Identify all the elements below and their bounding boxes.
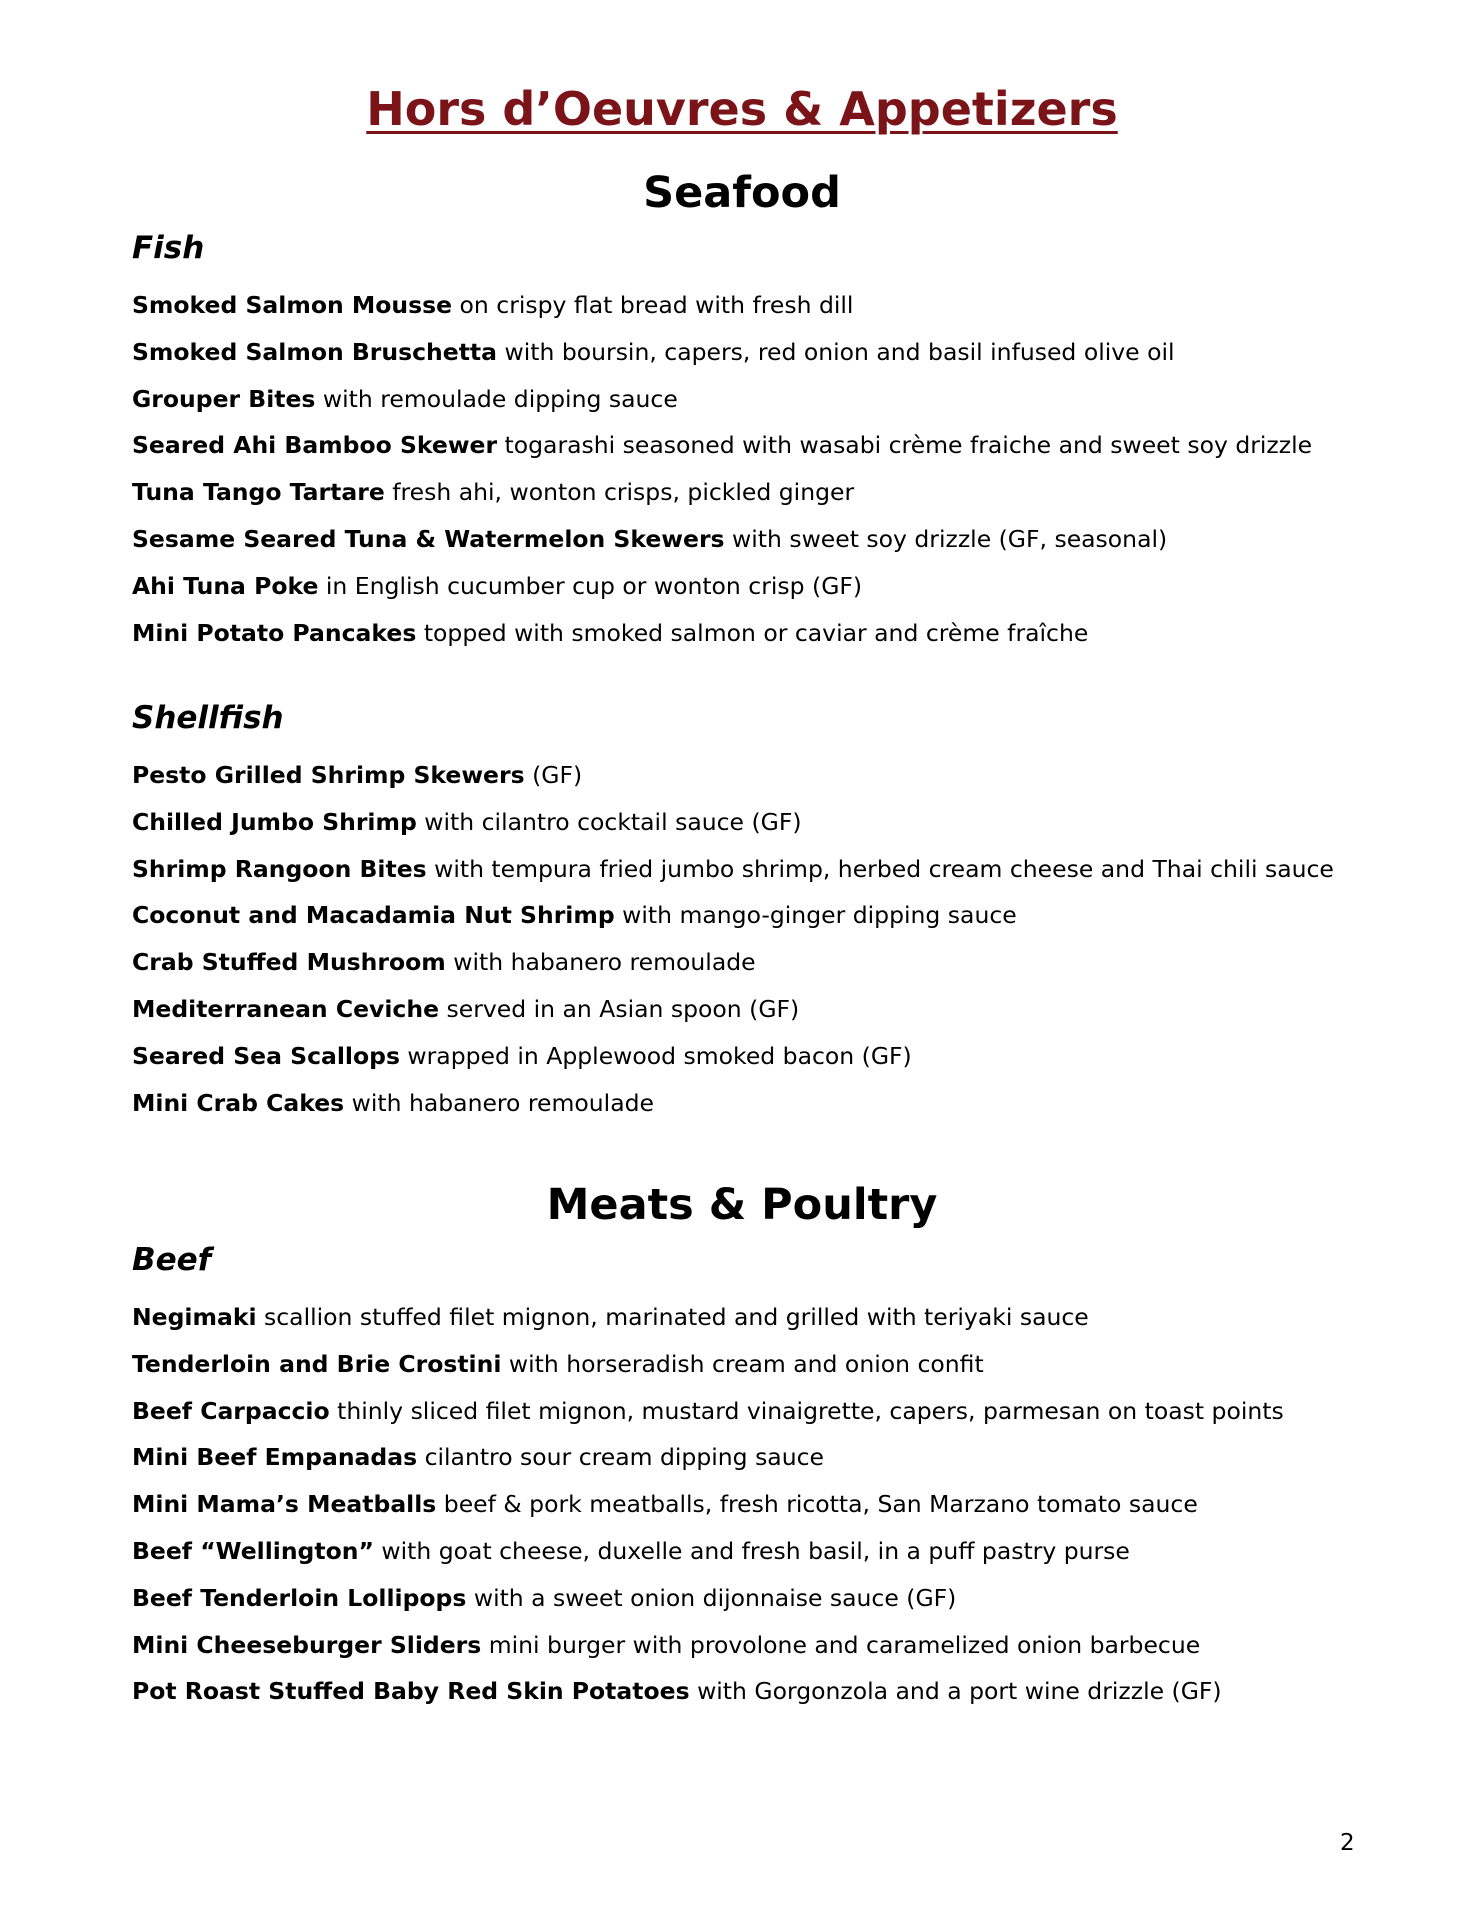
item-description: in English cucumber cup or wonton crisp (GF)	[325, 571, 863, 600]
list-item	[132, 1481, 1392, 1528]
shellfish-item-list	[132, 752, 1392, 1126]
list-item	[132, 1528, 1392, 1575]
item-name: Seared Ahi Bamboo Skewer	[132, 431, 498, 460]
item-name: Tuna Tango Tartare	[132, 478, 385, 507]
list-item	[132, 939, 1392, 986]
item-name: Beef Tenderloin Lollipops	[132, 1583, 467, 1612]
item-description: with goat cheese, duxelle and fresh basil, in a puff pastry purse	[381, 1536, 1130, 1565]
section-heading-seafood: Seafood	[643, 168, 841, 218]
item-name: Ahi Tuna Poke	[132, 571, 319, 600]
item-name: Sesame Seared Tuna & Watermelon Skewers	[132, 524, 725, 553]
item-description: beef & pork meatballs, fresh ricotta, San Marzano tomato sauce	[443, 1490, 1198, 1519]
item-name: Shrimp Rangoon Bites	[132, 854, 427, 883]
list-item	[132, 892, 1392, 939]
item-description: (GF)	[532, 761, 583, 789]
item-description: thinly sliced filet mignon, mustard vinaigrette, capers, parmesan on toast points	[337, 1396, 1284, 1425]
item-name: Coconut and Macadamia Nut Shrimp	[132, 901, 615, 930]
list-item	[132, 752, 1392, 799]
list-item	[132, 1294, 1392, 1341]
item-description: wrapped in Applewood smoked bacon (GF)	[407, 1041, 912, 1070]
item-name: Mini Beef Empanadas	[132, 1443, 418, 1472]
fish-item-list	[132, 282, 1392, 656]
item-description: served in an Asian spoon (GF)	[446, 994, 800, 1023]
beef-item-list	[132, 1294, 1392, 1715]
section-heading-meats-poultry: Meats & Poultry	[546, 1180, 938, 1230]
item-description: with horseradish cream and onion confit	[508, 1349, 984, 1378]
category-heading-fish: Fish	[132, 230, 205, 266]
item-name: Crab Stuffed Mushroom	[132, 948, 446, 977]
item-description: togarashi seasoned with wasabi crème fraiche and sweet soy drizzle	[504, 431, 1313, 460]
item-name: Pesto Grilled Shrimp Skewers	[132, 761, 525, 789]
list-item	[132, 846, 1392, 893]
item-name: Chilled Jumbo Shrimp	[132, 807, 417, 836]
item-name: Smoked Salmon Bruschetta	[132, 337, 498, 366]
item-description: with cilantro cocktail sauce (GF)	[424, 807, 802, 836]
item-description: with remoulade dipping sauce	[322, 384, 678, 413]
item-name: Mini Mama’s Meatballs	[132, 1490, 437, 1519]
list-item	[132, 1341, 1392, 1388]
item-name: Mini Crab Cakes	[132, 1088, 345, 1117]
category-heading-shellfish: Shellfish	[132, 700, 284, 736]
list-item	[132, 282, 1392, 329]
item-description: scallion stuffed filet mignon, marinated and grilled with teriyaki sauce	[264, 1303, 1089, 1331]
item-description: with habanero remoulade	[453, 948, 756, 977]
item-name: Seared Sea Scallops	[132, 1041, 400, 1070]
item-description: with mango-ginger dipping sauce	[622, 901, 1017, 930]
list-item	[132, 610, 1392, 657]
item-description: with habanero remoulade	[351, 1088, 654, 1117]
list-item	[132, 1033, 1392, 1080]
item-name: Mediterranean Ceviche	[132, 994, 440, 1023]
page-number: 2	[1340, 1830, 1355, 1856]
item-description: mini burger with provolone and caramelized onion barbecue	[488, 1630, 1201, 1659]
item-description: with tempura fried jumbo shrimp, herbed cream cheese and Thai chili sauce	[434, 854, 1334, 883]
item-description: with sweet soy drizzle (GF, seasonal)	[732, 524, 1168, 553]
item-name: Pot Roast Stuffed Baby Red Skin Potatoes	[132, 1677, 690, 1706]
list-item	[132, 799, 1392, 846]
item-description: with boursin, capers, red onion and basil infused olive oil	[504, 337, 1175, 366]
item-name: Tenderloin and Brie Crostini	[132, 1349, 502, 1378]
list-item	[132, 1575, 1392, 1622]
item-name: Beef Carpaccio	[132, 1396, 330, 1425]
list-item	[132, 986, 1392, 1033]
list-item	[132, 469, 1392, 516]
item-description: fresh ahi, wonton crisps, pickled ginger	[392, 478, 855, 507]
list-item	[132, 1622, 1392, 1669]
list-item	[132, 516, 1392, 563]
item-name: Mini Potato Pancakes	[132, 618, 417, 647]
list-item	[132, 329, 1392, 376]
list-item	[132, 376, 1392, 423]
item-description: on crispy flat bread with fresh dill	[459, 291, 854, 319]
page-title: Hors d’Oeuvres & Appetizers	[366, 82, 1118, 136]
category-heading-beef: Beef	[132, 1242, 212, 1278]
item-name: Negimaki	[132, 1303, 257, 1331]
item-description: with Gorgonzola and a port wine drizzle (GF)	[697, 1677, 1222, 1706]
item-description: cilantro sour cream dipping sauce	[424, 1443, 824, 1472]
list-item	[132, 1080, 1392, 1127]
item-name: Beef “Wellington”	[132, 1536, 374, 1565]
list-item	[132, 422, 1392, 469]
list-item	[132, 563, 1392, 610]
list-item	[132, 1434, 1392, 1481]
item-name: Mini Cheeseburger Sliders	[132, 1630, 482, 1659]
item-description: topped with smoked salmon or caviar and crème fraîche	[423, 618, 1089, 647]
item-description: with a sweet onion dijonnaise sauce (GF)	[473, 1583, 957, 1612]
item-name: Smoked Salmon Mousse	[132, 291, 453, 319]
list-item	[132, 1668, 1392, 1715]
list-item	[132, 1388, 1392, 1435]
item-name: Grouper Bites	[132, 384, 316, 413]
